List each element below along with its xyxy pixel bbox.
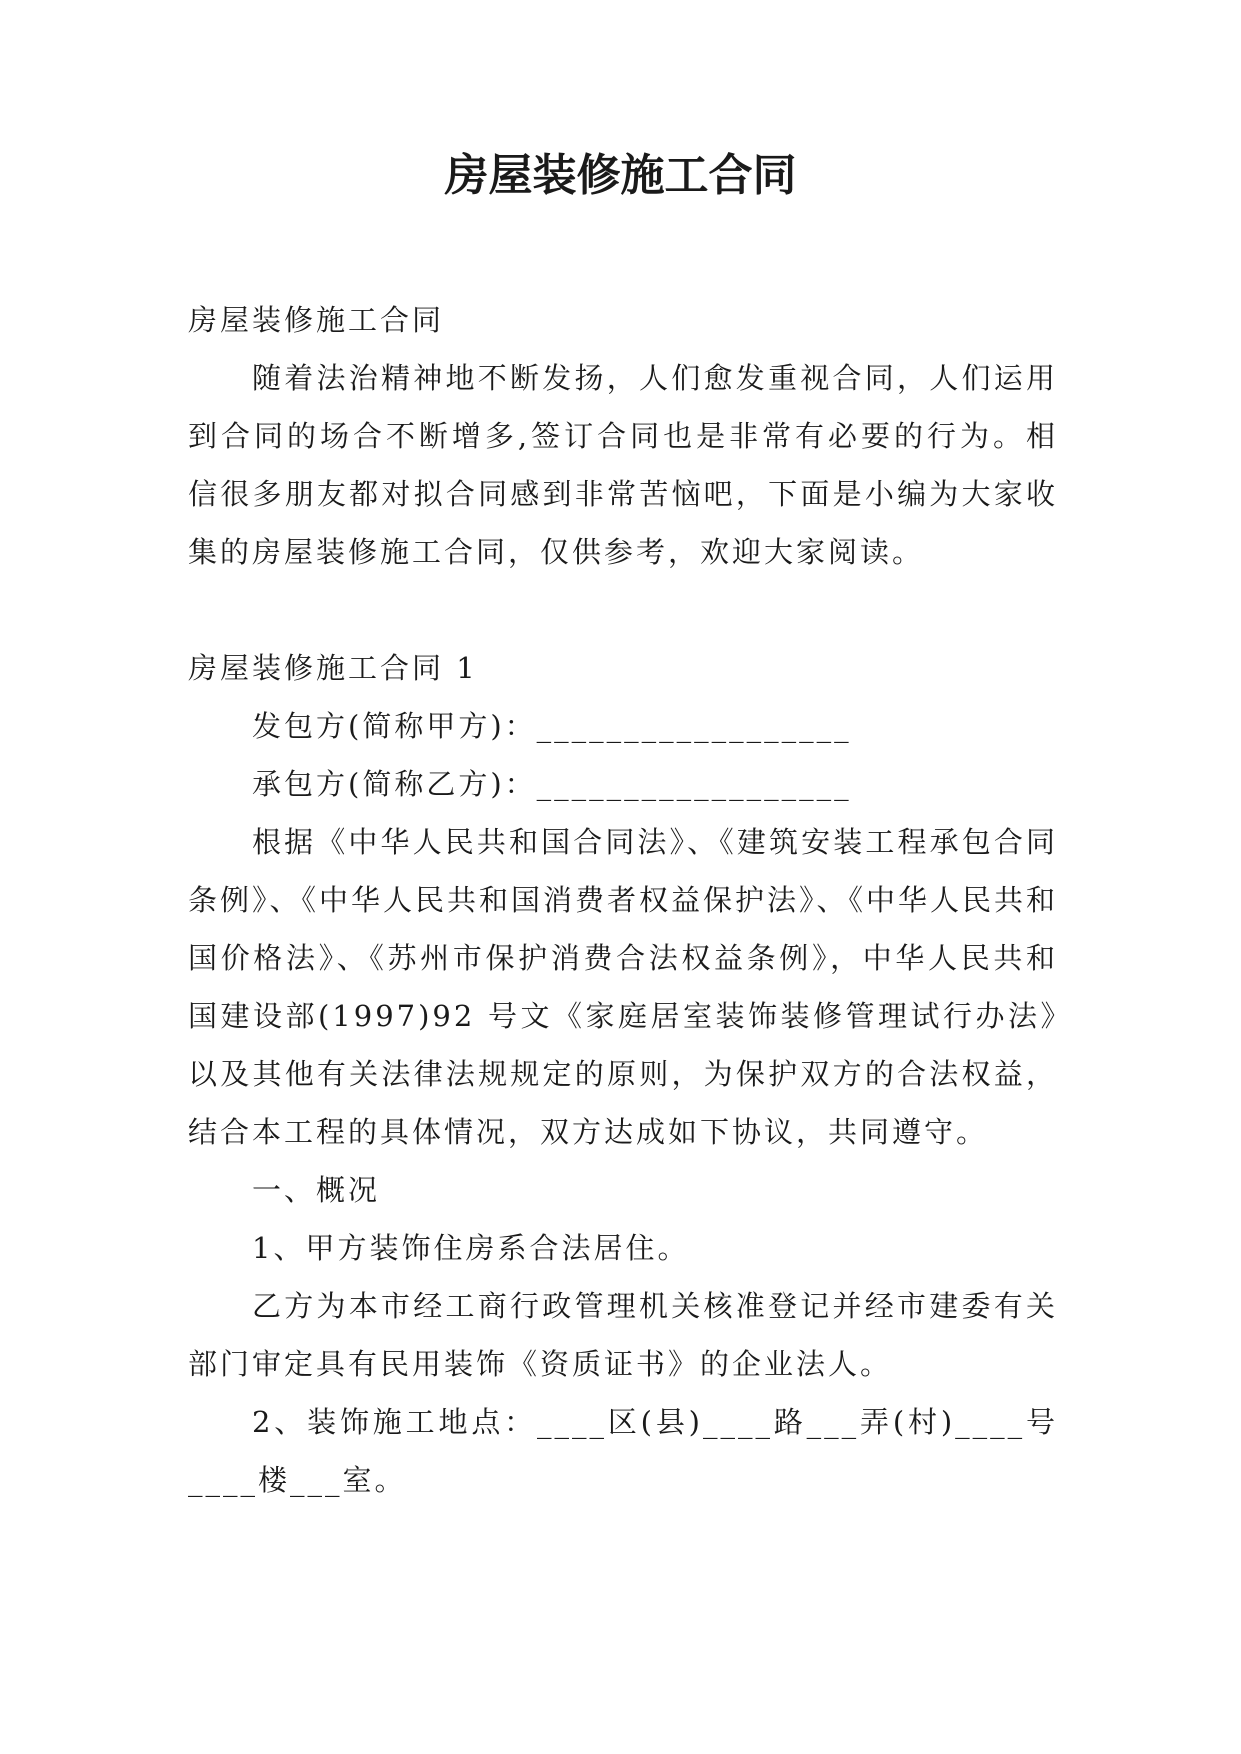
intro-paragraph: 随着法治精神地不断发扬，人们愈发重视合同，人们运用到合同的场合不断增多,签订合同也是非常有必要的行为。相信很多朋友都对拟合同感到非常苦恼吧，下面是小编为大家收集的房屋装修施工合同，仅供参考，欢迎大家阅读。: [188, 361, 1058, 569]
clause-2: 2、装饰施工地点：____区(县)____路___弄(村)____号____楼___室。: [188, 1405, 1058, 1497]
clause-1b: 乙方为本市经工商行政管理机关核准登记并经市建委有关部门审定具有民用装饰《资质证书》的企业法人。: [188, 1289, 1058, 1381]
party-b-line: 承包方(简称乙方)：__________________: [252, 767, 852, 801]
document-body: [188, 291, 1058, 1509]
subtitle: 房屋装修施工合同: [188, 303, 445, 337]
party-a-line: 发包方(简称甲方)：__________________: [252, 709, 852, 743]
basis-paragraph: 根据《中华人民共和国合同法》、《建筑安装工程承包合同条例》、《中华人民共和国消费者权益保护法》、《中华人民共和国价格法》、《苏州市保护消费合法权益条例》，中华人民共和国建设部(1997)92 号文《家庭居室装饰装修管理试行办法》以及其他有关法律法规规定的原则，为保护双方的合法权益，结合本工程的具体情况，双方达成如下协议，共同遵守。: [188, 825, 1059, 1149]
document-title: 房屋装修施工合同: [444, 150, 797, 201]
chapter-heading: 一、概况: [252, 1173, 381, 1207]
section-heading: 房屋装修施工合同 1: [188, 651, 478, 685]
clause-1: 1、甲方装饰住房系合法居住。: [252, 1231, 690, 1265]
